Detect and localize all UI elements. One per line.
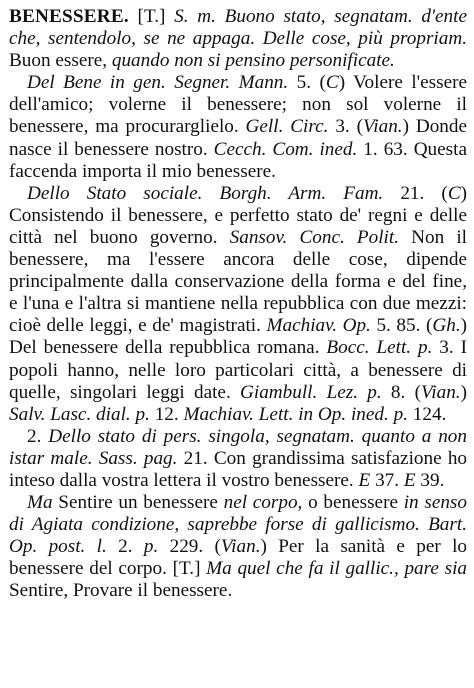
body-text: 2. [106,536,144,558]
body-text: Non il benessere, ma l'essere ancora delle cose, dipende principalmente dalla conservazione della forma e del fine, e l'una e l'altra si mantiene nella repubblica con due mezzi: cioè delle leggi, e de' magistrati. [9,226,467,337]
body-text: 39. [415,469,445,491]
italic-text: Ma quel che fa il gallic., pare sia [206,558,468,580]
body-text: 2. [27,425,49,447]
entry-paragraph [9,72,467,182]
entry-paragraph [9,6,467,72]
italic-text: Machiav. Op. [266,315,371,337]
body-text: Sentire un benessere [52,492,224,514]
body-text: ) Del benessere della repubblica romana. [9,315,468,359]
italic-text: Vian. [420,381,461,403]
entry-paragraph [9,426,467,492]
italic-text: E [358,469,371,491]
italic-text: C [447,182,461,204]
body-text: 3. ( [328,116,363,138]
italic-text: Cecch. Com. ined. [213,138,358,160]
headword: BENESSERE. [9,6,129,27]
italic-text: in senso di Agiata condizione, saprebbe forse di gallicismo. Bart. Op. post. l. [9,492,467,558]
body-text: ) Donde nasce il benessere nostro. [9,116,468,160]
body-text: 1. 63. Questa faccenda importa il mio benessere. [9,138,467,182]
italic-text: Dello stato di pers. singola, segnatam. quanto a non istar male. Sass. pag. [9,425,467,469]
italic-text: Gh. [432,315,461,337]
italic-text: Del Bene in gen. Segner. Mann. [27,72,289,94]
entry-paragraph [9,492,467,602]
body-text: ) Consistendo il benessere, e perfetto stato de' regni e delle città nel buono governo. [9,182,468,248]
italic-text: quando non si pensino personificate. [111,50,395,72]
italic-text: Vian. [362,116,403,138]
body-text: , o benessere [297,492,404,514]
body-text: 8. ( [381,381,421,403]
italic-text: Vian. [220,536,261,558]
italic-text: C [325,72,339,94]
body-text: 229. ( [158,536,221,558]
body-text: [T.] [128,6,175,27]
italic-text: p. [143,536,159,558]
body-text: ) Per la sanità e per lo benessere del corpo. [T.] [9,536,467,580]
body-text: 5. ( [288,72,326,94]
italic-text: Giambull. Lez. p. [240,381,382,403]
body-text: 37. [370,469,404,491]
entry-paragraph [9,183,467,426]
italic-text: Sansov. Conc. Polit. [229,226,400,248]
italic-text: Bocc. Lett. p. [326,337,433,359]
body-text: 124. [408,403,447,425]
body-text: 12. [149,403,184,425]
body-text: 5. 85. ( [370,315,433,337]
body-text: 21. ( [383,182,448,204]
italic-text: S. m. Buono stato, segnatam. d'ente che, sentendolo, se ne appaga. Delle cose, più propriam. [9,6,467,50]
body-text: Buon essere, [9,50,112,72]
italic-text: Gell. Circ. [245,116,329,138]
body-text: 3. I popoli hanno, nelle loro particolari città, a benessere di quelle, singolari leggi date. [9,337,467,403]
dictionary-entry-benessere [9,6,467,603]
italic-text: Ma [27,492,53,514]
body-text: ) [460,381,467,403]
body-text: Sentire, Provare il benessere. [9,580,233,602]
body-text: ) Volere l'essere dell'amico; volerne il benessere; non sol volerne il benessere, ma procurarglielo. [9,72,468,138]
italic-text: nel corpo [223,492,298,514]
body-text: 21. Con grandissima satisfazione ho inteso dalla vostra lettera il vostro benessere. [9,447,468,491]
italic-text: Dello Stato sociale. Borgh. Arm. Fam. [27,182,384,204]
italic-text: Salv. Lasc. dial. p. [9,403,150,425]
italic-text: E [403,469,416,491]
italic-text: Machiav. Lett. in Op. ined. p. [183,403,408,425]
